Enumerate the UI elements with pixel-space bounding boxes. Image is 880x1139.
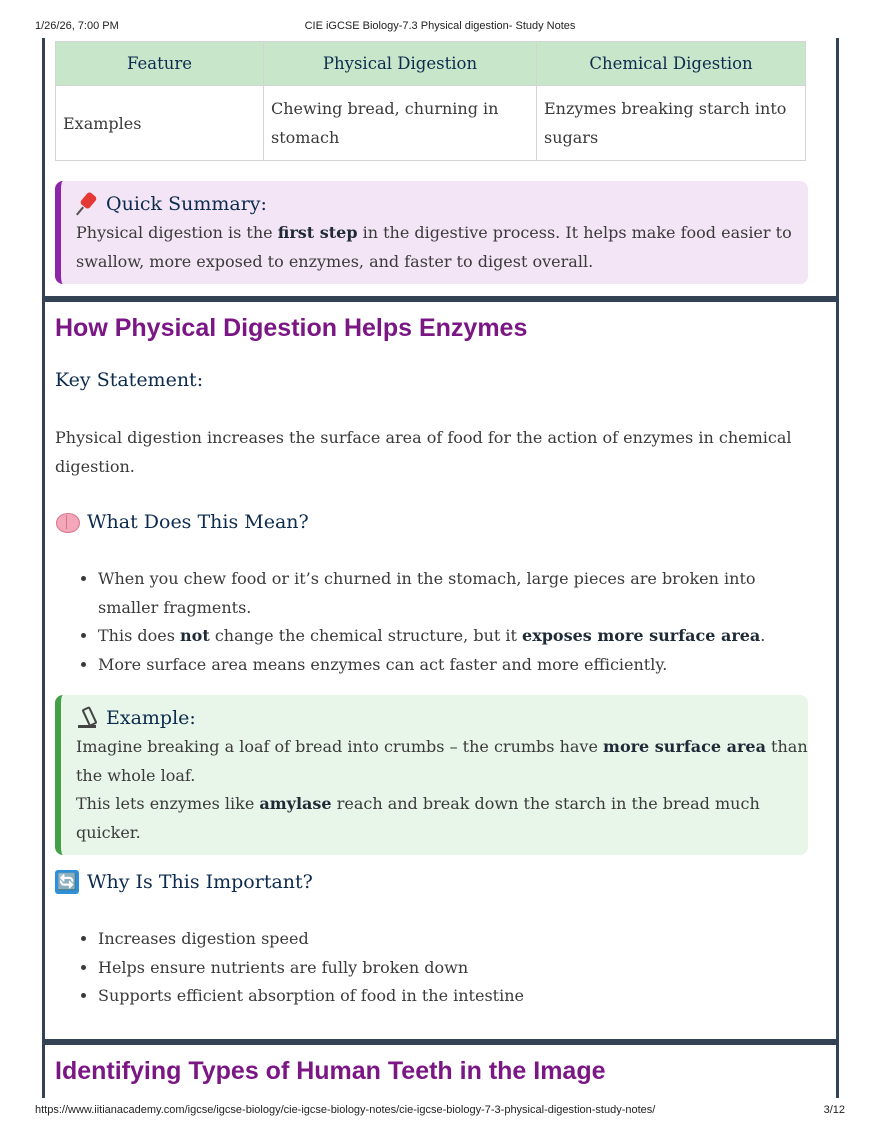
importance-list	[55, 925, 798, 1011]
why-important-heading: 🔄 Why Is This Important?	[55, 869, 313, 895]
print-title: CIE iGCSE Biology-7.3 Physical digestion- Study Notes	[304, 20, 576, 32]
meaning-list	[55, 565, 798, 679]
quick-summary-text: Physical digestion is the first step in the digestive process. It helps make food easier to swallow, more exposed to enzymes, and faster to digest overall.	[76, 223, 792, 271]
table-cell: Examples	[56, 86, 264, 161]
page-frame-right	[836, 38, 839, 1098]
quick-summary-box	[55, 181, 808, 284]
table-cell: Enzymes breaking starch into sugars	[537, 86, 806, 161]
page-number: 3/12	[823, 1104, 845, 1116]
example-box	[55, 695, 808, 855]
table-row	[56, 86, 806, 161]
page-frame-left	[42, 38, 45, 1098]
section-divider	[42, 1039, 839, 1045]
example-title: Example:	[106, 707, 196, 729]
print-header	[35, 20, 845, 36]
key-statement-text: Physical digestion increases the surface area of food for the action of enzymes in chemical digestion.	[55, 428, 792, 476]
emphasis: first step	[277, 223, 358, 242]
table-cell: Chewing bread, churning in stomach	[264, 86, 537, 161]
what-does-this-mean-heading: What Does This Mean?	[55, 509, 309, 535]
microscope-icon	[76, 706, 100, 730]
print-date: 1/26/26, 7:00 PM	[35, 20, 119, 32]
table-header: Chemical Digestion	[537, 42, 806, 86]
section-divider	[42, 296, 839, 302]
page-url: https://www.iitianacademy.com/igcse/igcse-biology/cie-igcse-biology-notes/cie-igcse-biology-7-3-physical-digestion-study-notes/	[35, 1104, 656, 1116]
example-line: Imagine breaking a loaf of bread into crumbs – the crumbs have more surface area than the whole loaf.	[76, 737, 808, 785]
list-item: • Increases digestion speed	[98, 925, 798, 954]
list-item: • Helps ensure nutrients are fully broken down	[98, 954, 798, 983]
list-item: • When you chew food or it’s churned in the stomach, large pieces are broken into smaller fragments.	[98, 565, 798, 622]
list-item: • Supports efficient absorption of food in the intestine	[98, 982, 798, 1011]
section-heading: Identifying Types of Human Teeth in the Image	[55, 1057, 606, 1085]
quick-summary-title: Quick Summary:	[106, 193, 267, 215]
brain-icon	[55, 510, 79, 534]
example-line: This lets enzymes like amylase reach and break down the starch in the bread much quicker.	[76, 794, 760, 842]
table-header: Physical Digestion	[264, 42, 537, 86]
comparison-table	[55, 41, 806, 161]
key-statement-heading: Key Statement:	[55, 369, 204, 391]
list-item: • This does not change the chemical structure, but it exposes more surface area.	[98, 622, 798, 651]
table-header: Feature	[56, 42, 264, 86]
list-item: • More surface area means enzymes can act faster and more efficiently.	[98, 651, 798, 680]
pushpin-icon	[76, 192, 100, 216]
section-heading: How Physical Digestion Helps Enzymes	[55, 314, 528, 342]
table-header-row	[56, 42, 806, 86]
cycle-icon: 🔄	[55, 870, 79, 894]
print-footer	[35, 1104, 845, 1120]
